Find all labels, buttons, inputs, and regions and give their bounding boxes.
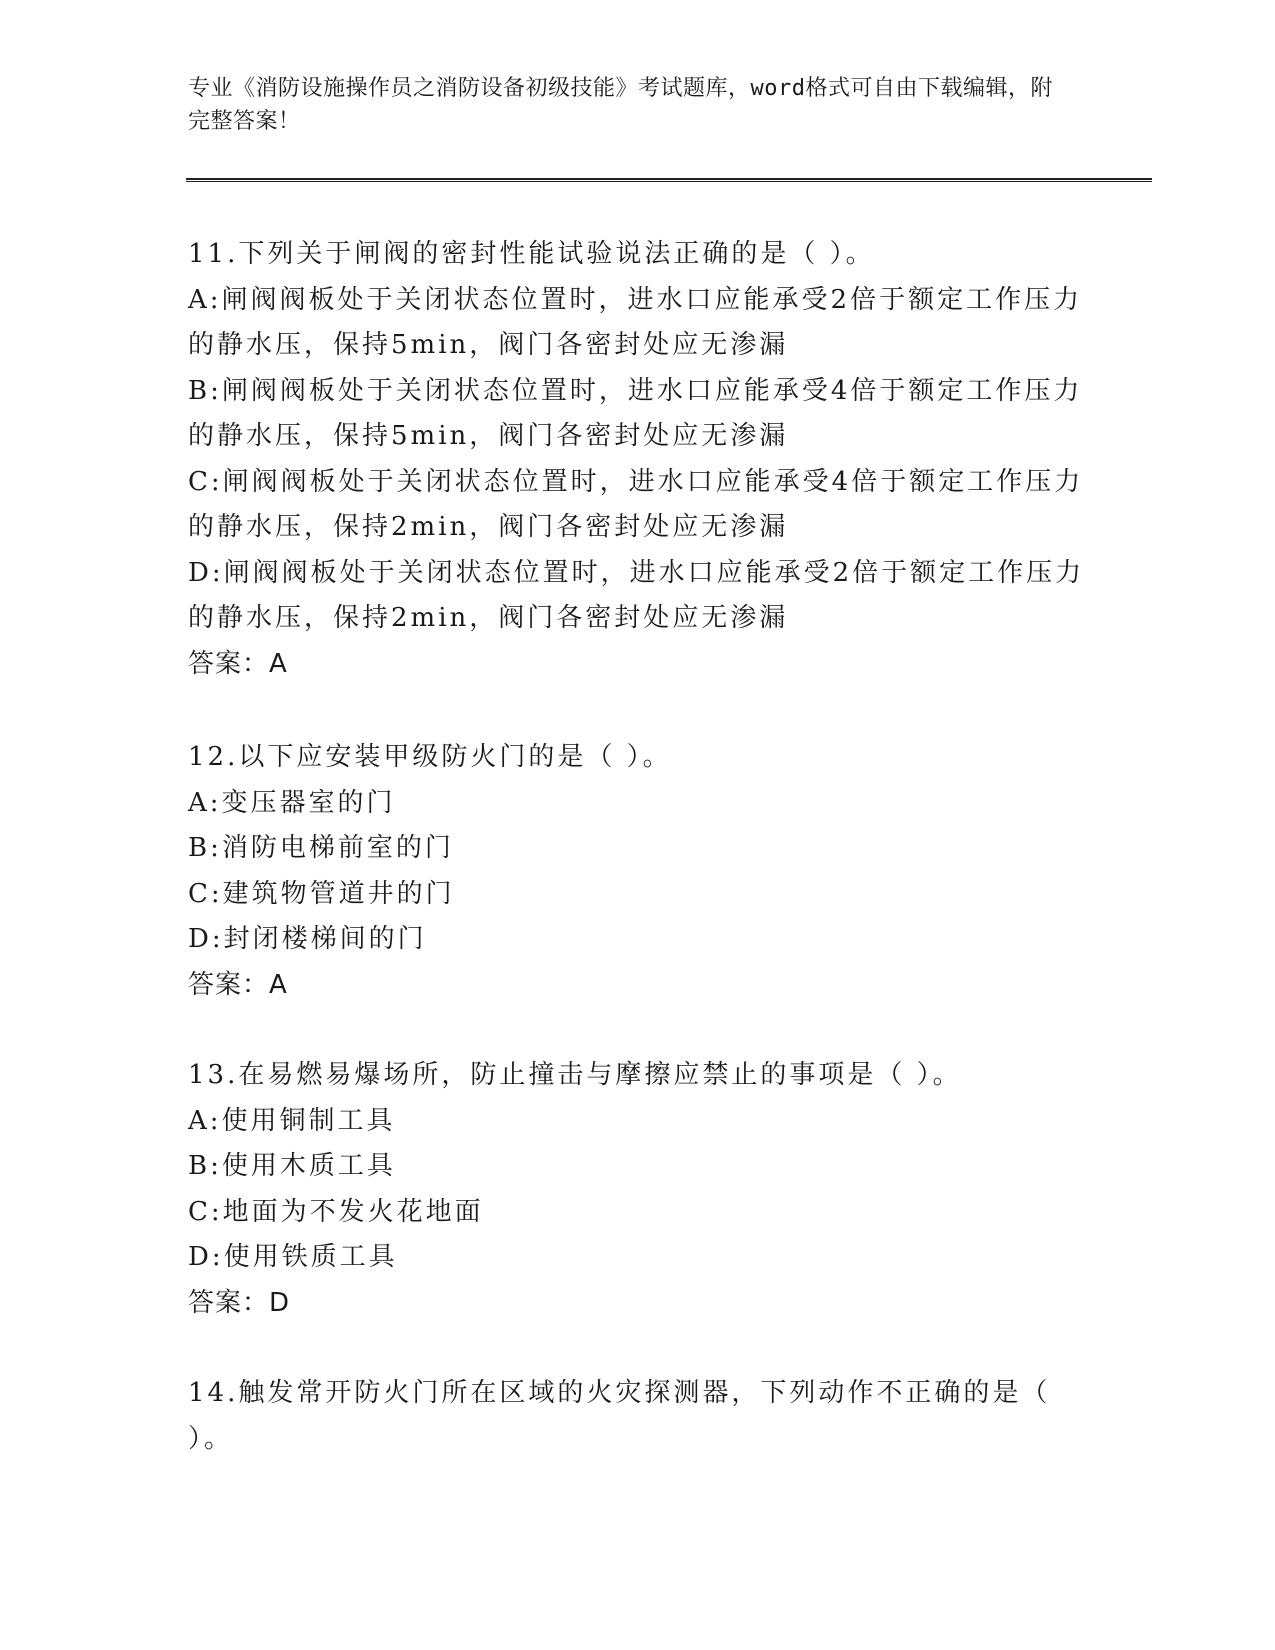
option-a: A:使用铜制工具 (188, 1105, 396, 1136)
document-header: 专业《消防设施操作员之消防设备初级技能》考试题库，word格式可自由下载编辑，附完整答案！ (188, 76, 1053, 134)
question-12 (188, 735, 1088, 1008)
answer-line: 答案：A (188, 969, 288, 1000)
header-divider (186, 178, 1152, 182)
option-a: A:变压器室的门 (188, 787, 396, 818)
option-b: B:消防电梯前室的门 (188, 833, 454, 863)
question-stem: 14.触发常开防火门所在区域的火灾探测器，下列动作不正确的是（ ）。 (188, 1378, 1051, 1454)
option-c: C:建筑物管道井的门 (188, 878, 455, 909)
question-14 (188, 1371, 1088, 1462)
option-c: C:闸阀阀板处于关闭状态位置时，进水口应能承受4倍于额定工作压力的静水压，保持2min，阀门各密封处应无渗漏 (188, 466, 1084, 542)
option-a: A:闸阀阀板处于关闭状态位置时，进水口应能承受2倍于额定工作压力的静水压，保持5min，阀门各密封处应无渗漏 (188, 284, 1083, 360)
question-11 (188, 232, 1088, 687)
option-c: C:地面为不发火花地面 (188, 1196, 484, 1227)
option-b: B:闸阀阀板处于关闭状态位置时，进水口应能承受4倍于额定工作压力的静水压，保持5min，阀门各密封处应无渗漏 (188, 375, 1083, 451)
question-stem: 13.在易燃易爆场所，防止撞击与摩擦应禁止的事项是（ ）。 (188, 1060, 962, 1090)
answer-line: 答案：D (188, 1287, 291, 1318)
question-13 (188, 1053, 1088, 1326)
question-stem: 11.下列关于闸阀的密封性能试验说法正确的是（ ）。 (188, 239, 875, 269)
option-d: D:使用铁质工具 (188, 1242, 398, 1272)
option-d: D:闸阀阀板处于关闭状态位置时，进水口应能承受2倍于额定工作压力的静水压，保持2min，阀门各密封处应无渗漏 (188, 557, 1085, 633)
answer-line: 答案：A (188, 648, 288, 679)
question-stem: 12.以下应安装甲级防火门的是（ ）。 (188, 742, 672, 772)
option-d: D:封闭楼梯间的门 (188, 924, 427, 954)
option-b: B:使用木质工具 (188, 1151, 396, 1181)
